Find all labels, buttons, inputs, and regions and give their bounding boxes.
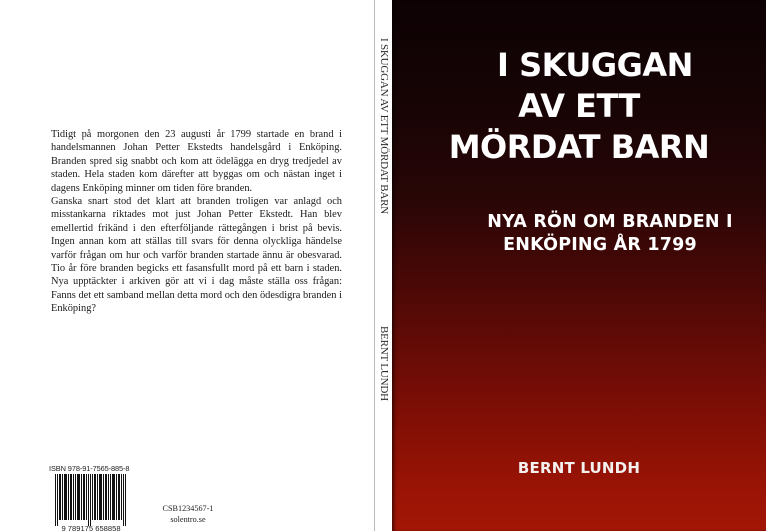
barcode-digits: 9 789175 658858 (61, 524, 121, 532)
publisher-code: CSB1234567-1 (162, 504, 214, 513)
front-cover-title (392, 45, 766, 168)
subtitle-line-2: ENKÖPING ÅR 1799 (503, 235, 697, 255)
subtitle-line-1: NYA RÖN OM BRANDEN I (487, 212, 733, 232)
barcode-icon (49, 474, 133, 532)
back-cover-blurb (51, 128, 342, 316)
front-cover-author: BERNT LUNDH (517, 459, 641, 477)
back-cover (0, 0, 374, 531)
book-spine (374, 0, 393, 531)
title-line-2: AV ETT (518, 87, 640, 125)
front-cover (392, 0, 766, 531)
isbn-barcode-block (49, 464, 133, 532)
publisher-site: solentro.se (170, 515, 206, 524)
front-cover-subtitle (392, 211, 766, 257)
title-line-3: MÖRDAT BARN (448, 128, 710, 166)
spine-title: I SKUGGAN AV ETT MÖRDAT BARN (378, 38, 390, 215)
spine-author: BERNT LUNDH (378, 326, 390, 401)
publisher-info (148, 503, 228, 525)
title-line-1: I SKUGGAN (497, 46, 693, 84)
blurb-paragraph-1: Tidigt på morgonen den 23 augusti år 1799 startade en brand i handelsmannen Johan Petter Ekstedts handelsgård i Enköping. Branden spred sig snabbt och kom att ödelägga en dryg tredjedel av staden. Hela staden kom därefter att byggas om och nästan inget i dagens Enköping minner om tiden före branden. (51, 129, 342, 194)
blurb-paragraph-2: Ganska snart stod det klart att branden troligen var anlagd och misstankarna riktades mot just Johan Petter Ekstedt. Han blev emellertid frikänd i den efterföljande rättegången i brist på bevis. Ingen annan kom att ställas till svars för denna olyckliga händelse varför frågan om hur och varför branden startade ännu är obesvarad. Tio år före branden begicks ett fasansfullt mord på ett barn i staden. Nya upptäckter i arkiven gör att vi i dag måste ställa oss frågan: Fanns det ett samband mellan detta mord och den ödesdigra branden i Enköping? (51, 196, 342, 315)
isbn-label: ISBN 978-91-7565-885-8 (49, 464, 130, 473)
